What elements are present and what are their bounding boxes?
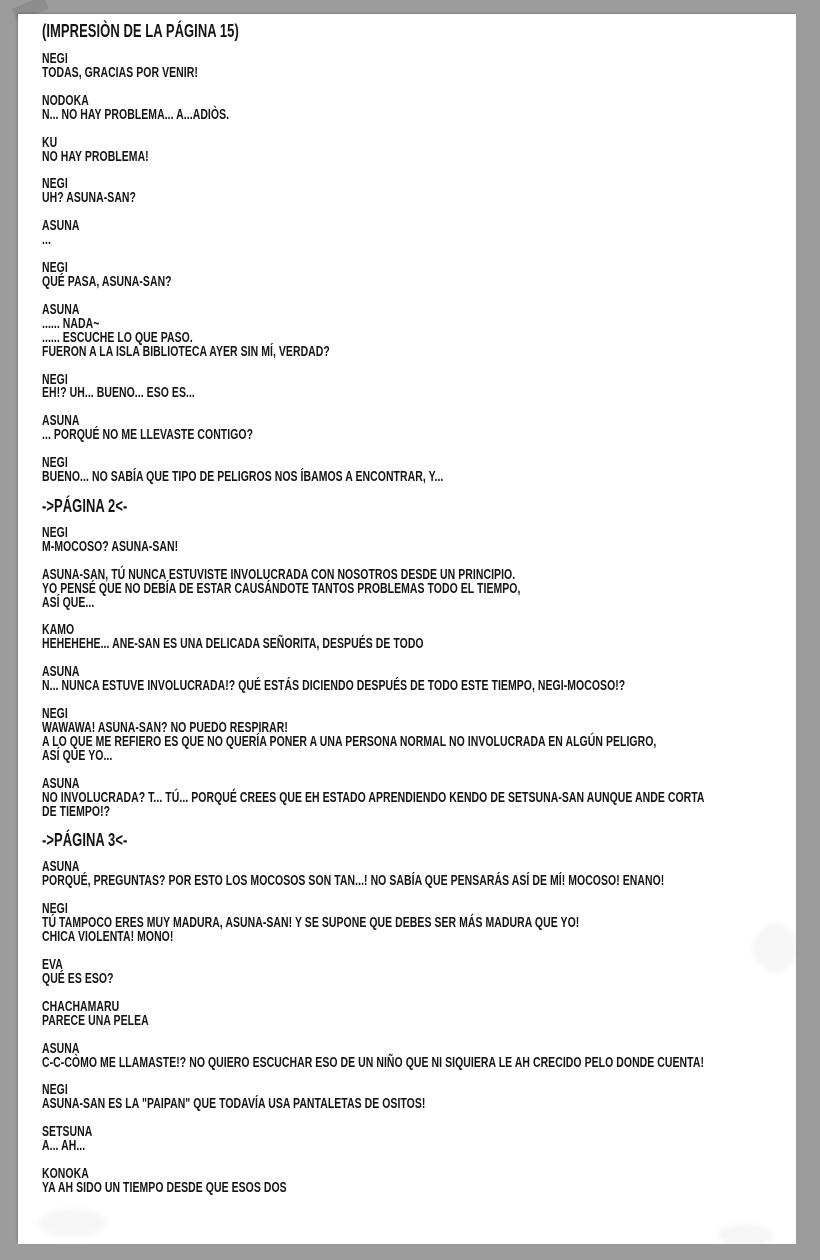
dialogue-line: ASÍ QUE...	[42, 594, 95, 611]
speaker-name: ASUNA	[42, 301, 80, 318]
dialogue-line: YO PENSÉ QUE NO DEBÍA DE ESTAR CAUSÁNDOTE TANTOS PROBLEMAS TODO EL TIEMPO,	[42, 580, 521, 597]
dialogue-block	[42, 262, 796, 290]
dialogue-line: HEHEHEHE... ANE-SAN ES UNA DELICADA SEÑORITA, DESPUÉS DE TODO	[42, 636, 424, 653]
dialogue-line: PARECE UNA PELEA	[42, 1012, 149, 1029]
dialogue-line: N... NO HAY PROBLEMA... A...ADIÒS.	[42, 106, 230, 123]
dialogue-block	[42, 457, 796, 485]
script-content	[42, 21, 796, 1196]
dialogue-block	[42, 624, 796, 652]
page-header: (IMPRESIÒN DE LA PÁGINA 15)	[42, 21, 239, 41]
speaker-name: ASUNA	[42, 218, 80, 235]
dialogue-line: PORQUÉ, PREGUNTAS? POR ESTO LOS MOCOSOS SON TAN...! NO SABÍA QUE PENSARÁS ASÍ DE MÍ! MOCOSO! ENANO!	[42, 873, 665, 890]
dialogue-line: ...... NADA~	[42, 315, 100, 332]
speaker-name: CHACHAMARU	[42, 998, 120, 1015]
dialogue-line: NO HAY PROBLEMA!	[42, 148, 149, 165]
dialogue-block	[42, 861, 796, 889]
dialogue-block	[42, 1168, 796, 1196]
dialogue-block	[42, 1084, 796, 1112]
page-marker	[42, 495, 796, 516]
scan-artifact	[718, 1224, 773, 1244]
dialogue-line: ...... ESCUCHE LO QUE PASO.	[42, 329, 193, 346]
dialogue-block	[42, 220, 796, 248]
speaker-name: EVA	[42, 956, 63, 973]
dialogue-line: FUERON A LA ISLA BIBLIOTECA AYER SIN MÍ, VERDAD?	[42, 343, 330, 360]
dialogue-block	[42, 415, 796, 443]
speaker-name: NEGI	[42, 176, 68, 193]
speaker-name: KONOKA	[42, 1166, 89, 1183]
dialogue-block	[42, 371, 796, 402]
dialogue-block	[42, 903, 796, 945]
dialogue-block	[42, 1040, 796, 1071]
speaker-name: ASUNA	[42, 1040, 80, 1057]
dialogue-line: ASUNA-SAN, TÚ NUNCA ESTUVISTE INVOLUCRADA CON NOSOTROS DESDE UN PRINCIPIO.	[42, 566, 516, 583]
speaker-name: SETSUNA	[42, 1124, 93, 1141]
dialogue-line: TODAS, GRACIAS POR VENIR!	[42, 64, 198, 81]
dialogue-line: A LO QUE ME REFIERO ES QUE NO QUERÍA PONER A UNA PERSONA NORMAL NO INVOLUCRADA EN ALGÚN PELIGRO,	[42, 733, 657, 750]
dialogue-block	[42, 301, 796, 360]
dialogue-line: EH!? UH... BUENO... ESO ES...	[42, 385, 195, 402]
scan-artifact	[38, 1209, 108, 1237]
dialogue-block	[42, 566, 796, 611]
dialogue-line: C-C-CÒMO ME LLAMASTE!? NO QUIERO ESCUCHAR ESO DE UN NIÑO QUE NI SIQUIERA LE AH CRECIDO PELO DONDE CUENTA!	[42, 1054, 705, 1071]
dialogue-line: NO INVOLUCRADA? T... TÚ... PORQUÉ CREES QUE EH ESTADO APRENDIENDO KENDO DE SETSUNA-SAN AUNQUE ANDE CORTA	[42, 789, 705, 806]
speaker-name: ASUNA	[42, 664, 80, 681]
speaker-name: NEGI	[42, 455, 68, 472]
document-page	[18, 14, 796, 1244]
speaker-name: NEGI	[42, 260, 68, 277]
dialogue-block	[42, 708, 796, 764]
dialogue-line: WAWAWA! ASUNA-SAN? NO PUEDO RESPIRAR!	[42, 720, 288, 736]
speaker-name: ASUNA	[42, 859, 80, 876]
dialogue-block	[42, 666, 796, 694]
dialogue-block	[42, 1126, 796, 1154]
dialogue-blocks	[42, 53, 796, 1196]
dialogue-block	[42, 92, 796, 123]
page-marker	[42, 830, 796, 851]
dialogue-block	[42, 956, 796, 987]
dialogue-block	[42, 775, 796, 820]
speaker-name: NODOKA	[42, 92, 89, 109]
dialogue-block	[42, 998, 796, 1029]
page-marker-text: ->PÁGINA 2<-	[42, 495, 128, 516]
dialogue-line: DE TIEMPO!?	[42, 803, 111, 820]
dialogue-line: UH? ASUNA-SAN?	[42, 190, 137, 207]
dialogue-line: N... NUNCA ESTUVE INVOLUCRADA!? QUÉ ESTÁS DICIENDO DESPUÉS DE TODO ESTE TIEMPO, NEGI-MOCOSO!?	[42, 678, 626, 695]
speaker-name: NEGI	[42, 51, 68, 67]
speaker-name: ASUNA	[42, 413, 80, 430]
dialogue-line: ...	[42, 232, 51, 249]
dialogue-line: A... AH...	[42, 1138, 86, 1155]
dialogue-line: CHICA VIOLENTA! MONO!	[42, 929, 174, 946]
speaker-name: KAMO	[42, 622, 75, 639]
speaker-name: NEGI	[42, 901, 68, 918]
dialogue-line: ... PORQUÉ NO ME LLEVASTE CONTIGO?	[42, 427, 254, 444]
dialogue-line: BUENO... NO SABÍA QUE TIPO DE PELIGROS NOS ÍBAMOS A ENCONTRAR, Y...	[42, 469, 444, 486]
dialogue-block	[42, 134, 796, 165]
speaker-name: NEGI	[42, 371, 68, 388]
dialogue-line: ASÍ QUE YO...	[42, 747, 113, 764]
page-marker-text: ->PÁGINA 3<-	[42, 830, 128, 851]
dialogue-line: YA AH SIDO UN TIEMPO DESDE QUE ESOS DOS	[42, 1179, 287, 1196]
dialogue-block	[42, 53, 796, 81]
dialogue-line: QUÉ ES ESO?	[42, 970, 114, 987]
dialogue-block	[42, 178, 796, 206]
dialogue-line: QUÉ PASA, ASUNA-SAN?	[42, 273, 172, 290]
speaker-name: KU	[42, 134, 58, 151]
dialogue-block	[42, 524, 796, 555]
speaker-name: ASUNA	[42, 775, 80, 792]
speaker-name: NEGI	[42, 524, 68, 541]
speaker-name: NEGI	[42, 1082, 68, 1099]
dialogue-line: TÚ TAMPOCO ERES MUY MADURA, ASUNA-SAN! Y SE SUPONE QUE DEBES SER MÁS MADURA QUE YO!	[42, 915, 580, 932]
speaker-name: NEGI	[42, 706, 68, 723]
dialogue-line: ASUNA-SAN ES LA "PAIPAN" QUE TODAVÍA USA PANTALETAS DE OSITOS!	[42, 1096, 426, 1113]
dialogue-line: M-MOCOSO? ASUNA-SAN!	[42, 538, 179, 555]
